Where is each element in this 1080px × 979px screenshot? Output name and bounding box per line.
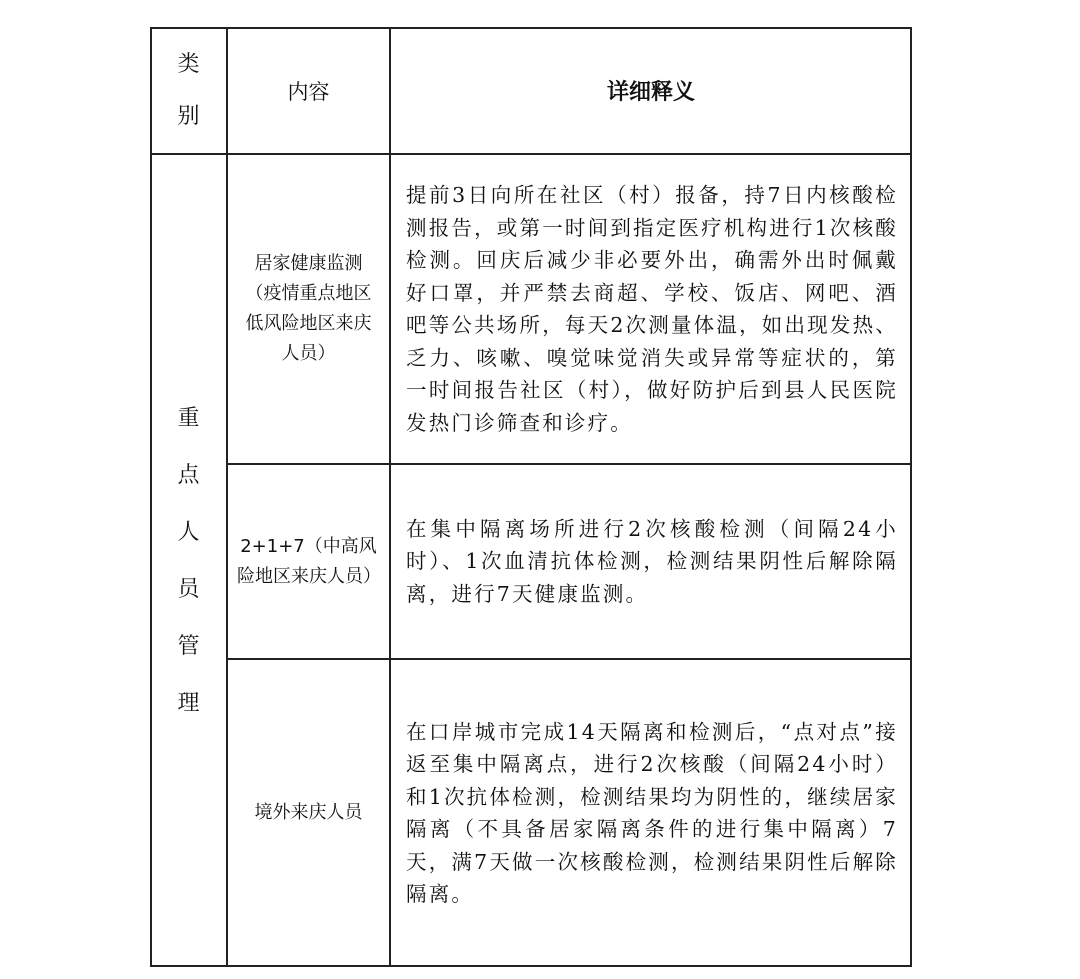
- row-detail-2-1-7: 在集中隔离场所进行2次核酸检测（间隔24小时）、1次血清抗体检测，检测结果阴性后解除隔离，进行7天健康监测。: [406, 516, 898, 606]
- category-char: 理: [177, 690, 200, 716]
- policy-table: [150, 27, 912, 967]
- header-category-char: 类: [177, 51, 200, 77]
- row-content-overseas: 境外来庆人员: [254, 802, 363, 823]
- category-char: 重: [177, 405, 200, 431]
- header-category: [150, 27, 227, 154]
- header-category-char: 别: [177, 103, 200, 129]
- category-char: 员: [177, 576, 200, 602]
- header-detail: 详细释义: [606, 80, 695, 105]
- header-content: 内容: [287, 79, 330, 104]
- category-cell: [150, 154, 227, 967]
- row-content-home-monitoring: 居家健康监测（疫情重点地区低风险地区来庆人员）: [245, 253, 372, 364]
- row-detail-overseas: 在口岸城市完成14天隔离和检测后，“点对点”接返至集中隔离点，进行2次核酸（间隔24小时）和1次抗体检测，检测结果均为阴性的，继续居家隔离（不具备居家隔离条件的进行集中隔离）7天，满7天做一次核酸检测，检测结果阴性后解除隔离。: [406, 719, 898, 906]
- row-detail-home-monitoring: 提前3日向所在社区（村）报备，持7日内核酸检测报告，或第一时间到指定医疗机构进行1次核酸检测。回庆后减少非必要外出，确需外出时佩戴好口罩，并严禁去商超、学校、饭店、网吧、酒吧等公共场所，每天2次测量体温，如出现发热、乏力、咳嗽、嗅觉味觉消失或异常等症状的，第一时间报告社区（村），做好防护后到县人民医院发热门诊筛查和诊疗。: [406, 183, 898, 435]
- category-char: 人: [177, 519, 200, 545]
- category-char: 点: [177, 462, 200, 488]
- category-char: 管: [177, 633, 200, 659]
- row-content-2-1-7: 2+1+7（中高风险地区来庆人员）: [237, 535, 381, 587]
